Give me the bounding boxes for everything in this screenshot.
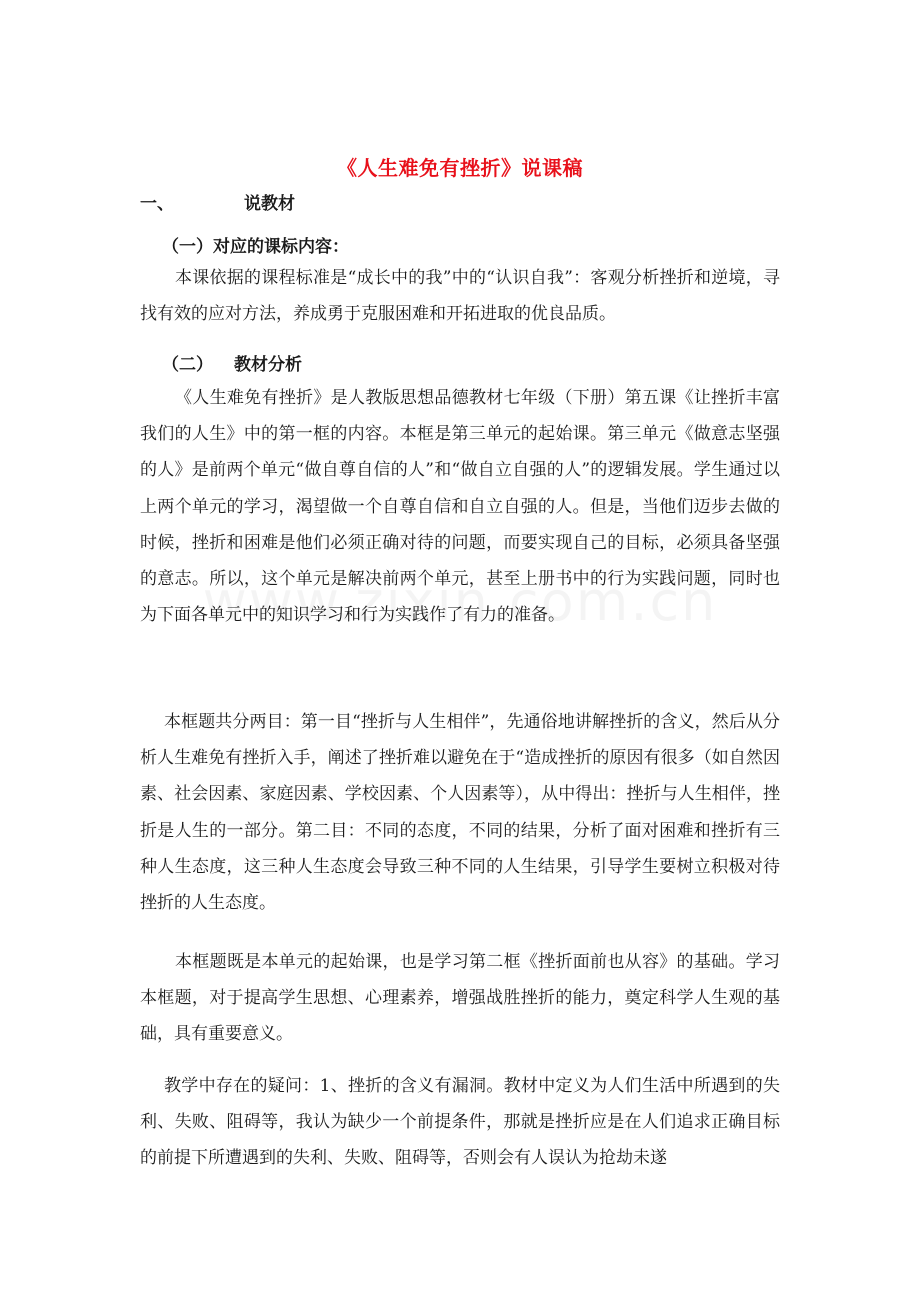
subsection-heading-text: 教材分析 xyxy=(234,355,302,375)
section-number: 一、 xyxy=(140,194,174,214)
paragraph-significance: 本框题既是本单元的起始课，也是学习第二框《挫折面前也从容》的基础。学习本框题，对于提高学生思想、心理素养，增强战胜挫折的能力，奠定科学人生观的基础，具有重要意义。 xyxy=(140,952,780,1045)
subsection-number: （二） xyxy=(162,355,213,375)
section-heading-text: 说教材 xyxy=(244,194,295,214)
document-title: 《人生难免有挫折》说课稿 xyxy=(337,156,583,180)
paragraph-two-sections: 本框题共分两目：第一目“挫折与人生相伴”，先通俗地讲解挫折的含义，然后从分析人生难免有挫折入手，阐述了挫折难以避免在于“造成挫折的原因有很多（如自然因素、社会因素、家庭因素、学校因素、个人因素等），从中得出：挫折与人生相伴，挫折是人生的一部分。第二目：不同的态度，不同的结果，分析了面对困难和挫折有三种人生态度，这三种人生态度会导致三种不同的人生结果，引导学生要树立积极对待挫折的人生态度。 xyxy=(140,712,780,914)
section-heading-1 xyxy=(140,189,295,214)
paragraph-textbook-analysis: 《人生难免有挫折》是人教版思想品德教材七年级（下册）第五课《让挫折丰富我们的人生》中的第一框的内容。本框是第三单元的起始课。第三单元《做意志坚强的人》是前两个单元“做自尊自信的人”和“做自立自强的人”的逻辑发展。学生通过以上两个单元的学习，渴望做一个自尊自信和自立自强的人。但是，当他们迈步去做的时候，挫折和困难是他们必须正确对待的问题，而要实现自己的目标，必须具备坚强的意志。所以，这个单元是解决前两个单元，甚至上册书中的行为实践问题，同时也为下面各单元中的知识学习和行为实践作了有力的准备。 xyxy=(140,388,780,626)
subsection-heading-1: （一）对应的课标内容： xyxy=(162,237,349,257)
paragraph-teaching-questions: 教学中存在的疑问：1、挫折的含义有漏洞。教材中定义为人们生活中所遇到的失利、失败、阻碍等，我认为缺少一个前提条件，那就是挫折应是在人们追求正确目标的前提下所遭遇到的失利、失败、阻碍等，否则会有人误认为抢劫未遂 xyxy=(140,1076,780,1169)
paragraph-curriculum-standard: 本课依据的课程标准是“成长中的我”中的“认识自我”：客观分析挫折和逆境，寻找有效的应对方法，养成勇于克服困难和开拓进取的优良品质。 xyxy=(140,268,780,325)
subsection-heading-2 xyxy=(162,350,302,375)
